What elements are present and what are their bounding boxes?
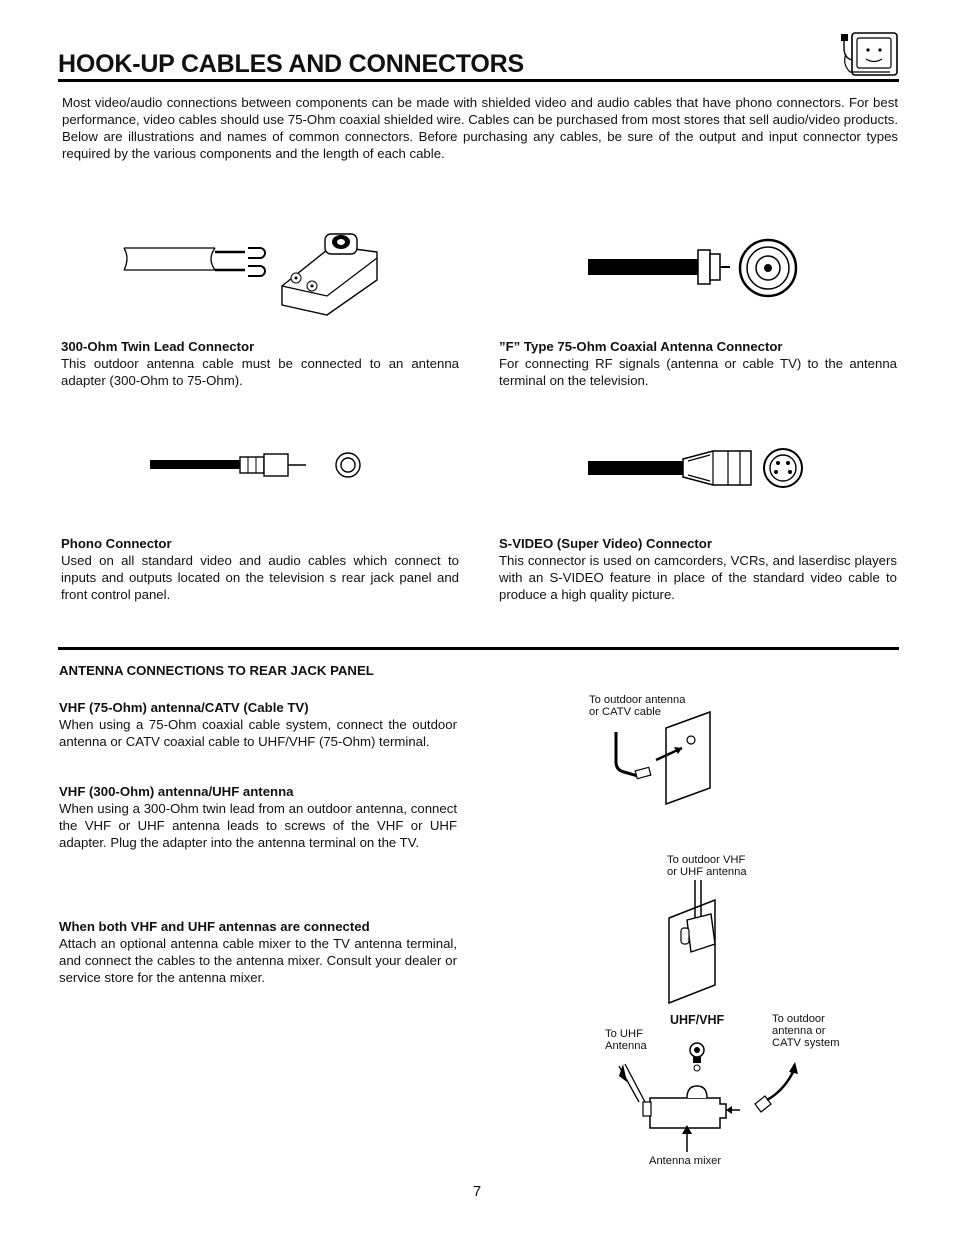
tv-mascot-icon bbox=[838, 30, 900, 78]
catv-label-line2: or CATV cable bbox=[589, 706, 661, 718]
twin-lead-connector-illustration bbox=[120, 228, 385, 308]
catv-connection-diagram bbox=[608, 710, 718, 805]
f-type-heading: ”F” Type 75-Ohm Coaxial Antenna Connector bbox=[499, 339, 783, 354]
antenna-mixer-diagram bbox=[615, 1030, 805, 1155]
vhf-300-heading: VHF (300-Ohm) antenna/UHF antenna bbox=[59, 784, 294, 799]
vhf-uhf-label-line2: or UHF antenna bbox=[667, 866, 747, 878]
vhf-75-description bbox=[59, 699, 457, 750]
section-rule bbox=[58, 647, 899, 650]
phono-text: Used on all standard video and audio cables which connect to inputs and outputs located on the television s rear jack panel and front control panel. bbox=[61, 553, 459, 602]
page-title: HOOK-UP CABLES AND CONNECTORS bbox=[58, 50, 524, 78]
both-antennas-description bbox=[59, 918, 457, 986]
catv-label-line1: To outdoor antenna bbox=[589, 694, 686, 706]
catv-system-label-line2: antenna or bbox=[772, 1025, 826, 1037]
catv-system-label-line1: To outdoor bbox=[772, 1013, 825, 1025]
vhf-uhf-label-line1: To outdoor VHF bbox=[667, 854, 746, 866]
s-video-connector-illustration bbox=[588, 447, 806, 489]
antenna-mixer-label: Antenna mixer bbox=[649, 1155, 722, 1167]
vhf-uhf-label bbox=[667, 854, 747, 878]
uhfvhf-label: UHF/VHF bbox=[670, 1013, 725, 1027]
vhf-75-text: When using a 75-Ohm coaxial cable system, connect the outdoor antenna or CATV coaxial cable to UHF/VHF (75-Ohm) terminal. bbox=[59, 717, 457, 749]
header-rule bbox=[58, 79, 899, 82]
page-number: 7 bbox=[472, 1183, 482, 1200]
phono-heading: Phono Connector bbox=[61, 536, 172, 551]
twin-lead-text: This outdoor antenna cable must be connected to an antenna adapter (300-Ohm to 75-Ohm). bbox=[61, 356, 459, 388]
s-video-description bbox=[499, 535, 897, 603]
phono-connector-illustration bbox=[148, 447, 363, 483]
antenna-section-heading: ANTENNA CONNECTIONS TO REAR JACK PANEL bbox=[59, 663, 374, 678]
catv-system-label-line3: CATV system bbox=[772, 1037, 840, 1049]
intro-paragraph: Most video/audio connections between components can be made with shielded video and audio cables that have phono connectors. For best performance, video cables should use 75-Ohm coaxial shielded wire. Cables can be purchased from most stores that sell audio/video products. Below are illustrations and names of common connectors. Before purchasing any cables, be sure of the output and input connector types required by the various components and the length of each cable. bbox=[62, 95, 898, 161]
twin-lead-heading: 300-Ohm Twin Lead Connector bbox=[61, 339, 255, 354]
both-antennas-text: Attach an optional antenna cable mixer to the TV antenna terminal, and connect the cables to the antenna mixer. Consult your dealer or service store for the antenna mixer. bbox=[59, 936, 457, 985]
vhf-uhf-adapter-diagram bbox=[665, 880, 725, 1005]
vhf-300-text: When using a 300-Ohm twin lead from an outdoor antenna, connect the VHF or UHF antenna leads to screws of the VHF or UHF adapter. Plug the adapter into the antenna terminal on the TV. bbox=[59, 801, 457, 850]
f-type-description bbox=[499, 338, 897, 389]
f-type-connector-illustration bbox=[588, 238, 803, 300]
s-video-heading: S-VIDEO (Super Video) Connector bbox=[499, 536, 712, 551]
both-antennas-heading: When both VHF and UHF antennas are connected bbox=[59, 919, 370, 934]
phono-description bbox=[61, 535, 459, 603]
f-type-text: For connecting RF signals (antenna or cable TV) to the antenna terminal on the television. bbox=[499, 356, 897, 388]
s-video-text: This connector is used on camcorders, VCRs, and laserdisc players with an S-VIDEO feature in place of the standard video cable to produce a high quality picture. bbox=[499, 553, 897, 602]
to-uhf-label-line1: To UHF bbox=[605, 1028, 643, 1040]
vhf-75-heading: VHF (75-Ohm) antenna/CATV (Cable TV) bbox=[59, 700, 309, 715]
vhf-300-description bbox=[59, 783, 457, 851]
to-uhf-label-line2: Antenna bbox=[605, 1040, 647, 1052]
twin-lead-description bbox=[61, 338, 459, 389]
